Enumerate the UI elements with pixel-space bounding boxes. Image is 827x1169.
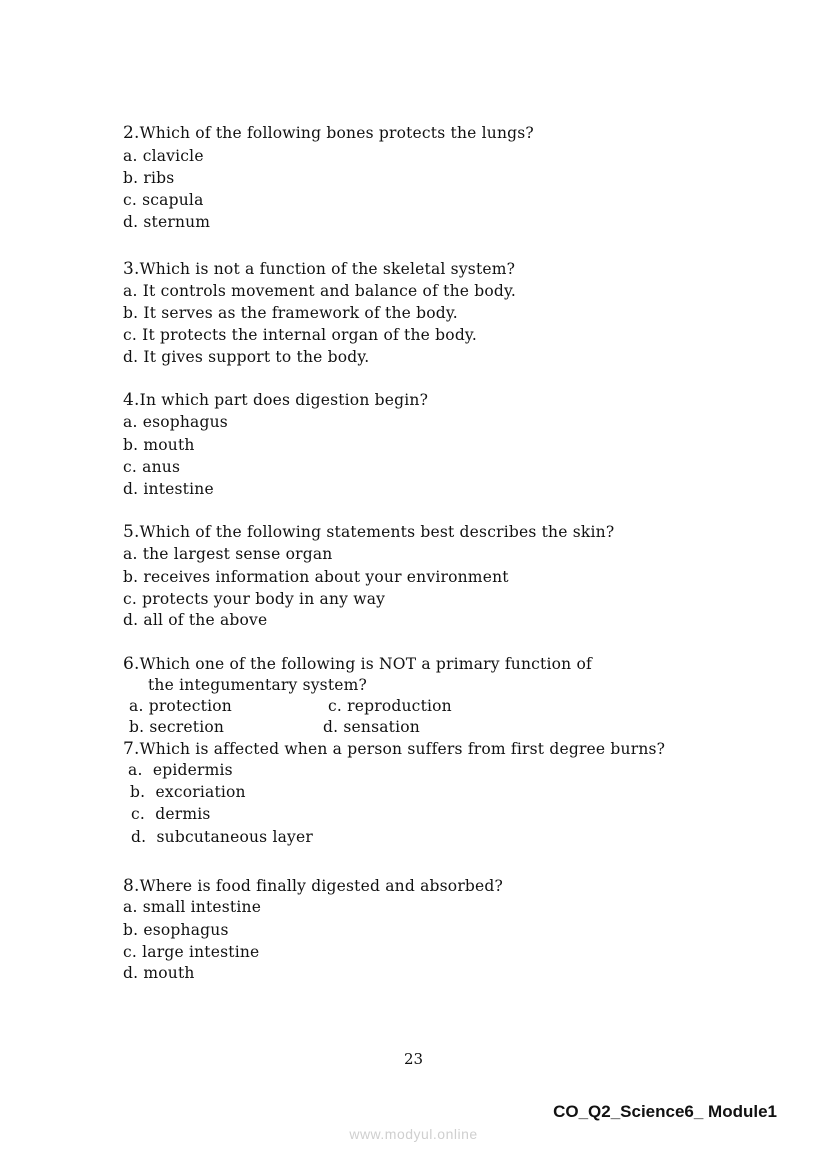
option-a: a. small intestine (123, 898, 262, 916)
option-c: c. It protects the internal organ of the body. (123, 326, 477, 344)
question-text: Which one of the following is NOT a primary function of (139, 655, 592, 673)
option-b: b. receives information about your environment (123, 568, 509, 586)
option-a: a. protection (129, 697, 232, 715)
question-4 (123, 390, 428, 410)
option-b: b. mouth (123, 436, 195, 454)
question-number: 4. (123, 390, 140, 410)
option-c: c. anus (123, 458, 181, 476)
option-b: b. excoriation (130, 783, 246, 801)
question-number: 3. (123, 259, 140, 279)
question-number: 6. (123, 654, 140, 674)
question-number: 7. (123, 739, 140, 759)
option-d: d. mouth (123, 964, 195, 982)
option-a: a. clavicle (123, 147, 204, 165)
question-text: In which part does digestion begin? (139, 391, 429, 409)
watermark: www.modyul.online (349, 1126, 478, 1142)
question-text: Which is affected when a person suffers from first degree burns? (139, 740, 666, 758)
option-b: b. It serves as the framework of the body. (123, 304, 458, 322)
option-d: d. sternum (123, 213, 211, 231)
option-d: d. all of the above (123, 611, 268, 629)
option-b: b. ribs (123, 169, 175, 187)
question-text: Which of the following statements best describes the skin? (139, 523, 615, 541)
question-3 (123, 259, 515, 279)
question-text: Where is food finally digested and absorbed? (139, 877, 504, 895)
question-number: 2. (123, 123, 140, 143)
option-d: d. sensation (323, 718, 420, 736)
question-5 (123, 522, 614, 542)
option-a: a. esophagus (123, 413, 228, 431)
option-b: b. secretion (129, 718, 225, 736)
question-7 (123, 739, 665, 759)
option-c: c. dermis (131, 805, 211, 823)
question-6 (123, 654, 592, 674)
question-text-continued: the integumentary system? (148, 676, 368, 694)
option-a: a. epidermis (128, 761, 233, 779)
option-d: d. intestine (123, 480, 214, 498)
option-b: b. esophagus (123, 921, 229, 939)
question-number: 5. (123, 522, 140, 542)
question-text: Which is not a function of the skeletal system? (139, 260, 516, 278)
option-d: d. It gives support to the body. (123, 348, 370, 366)
option-c: c. reproduction (328, 697, 452, 715)
option-c: c. scapula (123, 191, 204, 209)
question-8 (123, 876, 503, 896)
option-c: c. protects your body in any way (123, 590, 386, 608)
option-a: a. the largest sense organ (123, 545, 333, 563)
question-text: Which of the following bones protects the lungs? (139, 124, 534, 142)
module-footer: CO_Q2_Science6_ Module1 (553, 1102, 777, 1121)
option-a: a. It controls movement and balance of the body. (123, 282, 517, 300)
option-d: d. subcutaneous layer (131, 828, 313, 846)
question-2 (123, 123, 534, 143)
question-number: 8. (123, 876, 140, 896)
page-number: 23 (403, 1050, 424, 1068)
option-c: c. large intestine (123, 943, 260, 961)
